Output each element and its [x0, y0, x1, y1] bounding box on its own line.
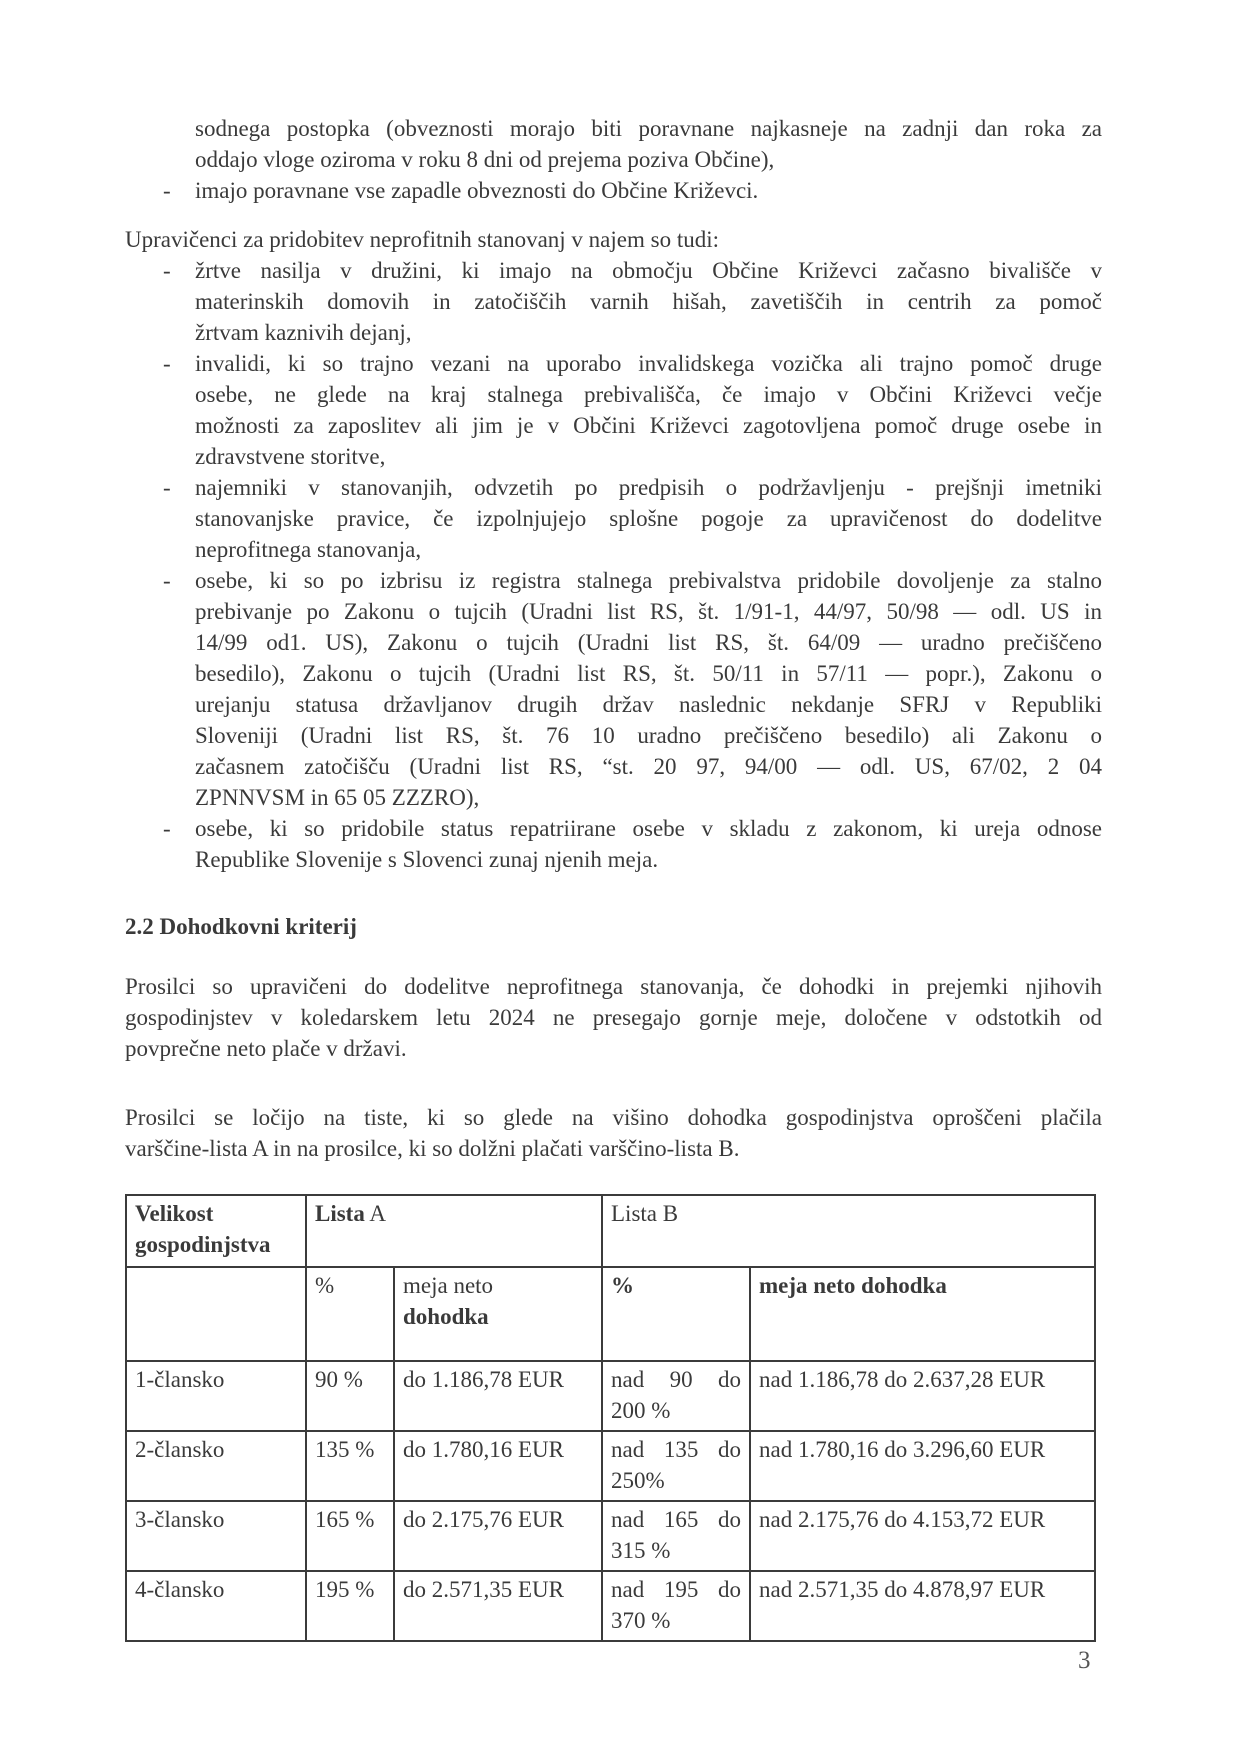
header-a-percent: % — [306, 1267, 394, 1361]
cell-a-percent: 90 % — [306, 1361, 394, 1431]
cell-a-meja: do 2.175,76 EUR — [394, 1501, 602, 1571]
upravicenci-bullet-2 — [125, 348, 1102, 472]
bullet-dash: - — [163, 816, 171, 841]
cell-size: 4-člansko — [126, 1571, 306, 1641]
cell-a-percent: 165 % — [306, 1501, 394, 1571]
bullet-text: najemniki v stanovanjih, odvzetih po predpisih o podržavljenju - prejšnji imetniki stanovanjske pravice, če izpolnjujejo splošne pogoje za upravičenost do dodelitve neprofitnega stanovanja, — [195, 475, 1102, 562]
bullet-dash: - — [163, 258, 171, 283]
header-lista-a-bold: Lista — [315, 1201, 365, 1226]
upravicenci-lead: Upravičenci za pridobitev neprofitnih stanovanj v najem so tudi: — [125, 227, 720, 252]
upravicenci-bullet-5 — [125, 813, 1102, 875]
header-velikost-gospodinjstva: Velikost gospodinjstva — [126, 1195, 306, 1267]
upravicenci-bullet-3 — [125, 472, 1102, 565]
intro-bullet-text: imajo poravnane vse zapadle obveznosti do Občine Križevci. — [195, 178, 759, 203]
upravicenci-bullet-4 — [125, 565, 1102, 813]
upravicenci-bullet-1 — [125, 255, 1102, 348]
header-a-meja-line1: meja neto — [403, 1273, 494, 1298]
cell-b-meja: nad 2.571,35 do 4.878,97 EUR — [750, 1571, 1095, 1641]
cell-size: 3-člansko — [126, 1501, 306, 1571]
income-criteria-table — [125, 1194, 1096, 1642]
header-empty-cell — [126, 1267, 306, 1361]
cell-b-percent: nad 90 do 200 % — [602, 1361, 750, 1431]
continuation-paragraph: sodnega postopka (obveznosti morajo biti poravnane najkasneje na zadnji dan roka za oddajo vloge oziroma v roku 8 dni od prejema poziva Občine), — [195, 116, 1102, 172]
document-content — [125, 113, 1102, 1642]
header-lista-a-rest: A — [364, 1201, 386, 1226]
header-lista-a — [306, 1195, 602, 1267]
cell-a-meja: do 1.780,16 EUR — [394, 1431, 602, 1501]
cell-b-percent: nad 195 do 370 % — [602, 1571, 750, 1641]
header-b-meja: meja neto dohodka — [750, 1267, 1095, 1361]
header-lista-b: Lista B — [602, 1195, 1095, 1267]
table-row-1-clansko — [126, 1361, 1095, 1431]
header-b-percent: % — [602, 1267, 750, 1361]
table-header-row-2 — [126, 1267, 1095, 1361]
bullet-dash: - — [163, 475, 171, 500]
cell-a-percent: 195 % — [306, 1571, 394, 1641]
bullet-text: osebe, ki so po izbrisu iz registra stalnega prebivalstva pridobile dovoljenje za stalno prebivanje po Zakonu o tujcih (Uradni list RS, št. 1/91-1, 44/97, 50/98 — odl. US in 14/99 od1. US), Zakonu o tujcih (Uradni list RS, št. 64/09 — uradno prečiščeno besedilo), Zakonu o tujcih (Uradni list RS, št. 50/11 in 57/11 — popr.), Zakonu o urejanju statusa državljanov drugih držav naslednic nekdanje SFRJ v Republiki Sloveniji (Uradni list RS, št. 76 10 uradno prečiščeno besedilo) ali Zakonu o začasnem zatočišču (Uradni list RS, “st. 20 97, 94/00 — odl. US, 67/02, 2 04 ZPNNVSM in 65 05 ZZZRO), — [195, 568, 1102, 810]
bullet-text: žrtve nasilja v družini, ki imajo na območju Občine Križevci začasno bivališče v materinskih domovih in zatočiščih varnih hišah, zavetiščih in centrih za pomoč žrtvam kaznivih dejanj, — [195, 258, 1102, 345]
bullet-dash: - — [163, 178, 171, 203]
section-heading-2-2: 2.2 Dohodkovni kriterij — [125, 914, 357, 939]
header-a-meja-line2: dohodka — [403, 1304, 489, 1329]
bullet-text: osebe, ki so pridobile status repatriirane osebe v skladu z zakonom, ki ureja odnose Republike Slovenije s Slovenci zunaj njenih meja. — [195, 816, 1102, 872]
income-paragraph-1: Prosilci so upravičeni do dodelitve neprofitnega stanovanja, če dohodki in prejemki njihovih gospodinjstev v koledarskem letu 2024 ne presegajo gornje meje, določene v odstotkih od povprečne neto plače v državi. — [125, 974, 1102, 1061]
table-header-row-1 — [126, 1195, 1095, 1267]
cell-b-percent: nad 165 do 315 % — [602, 1501, 750, 1571]
page-number: 3 — [1078, 1647, 1091, 1674]
header-a-meja — [394, 1267, 602, 1361]
income-paragraph-2: Prosilci se ločijo na tiste, ki so glede na višino dohodka gospodinjstva oproščeni plačila varščine-lista A in na prosilce, ki so dolžni plačati varščino-lista B. — [125, 1105, 1102, 1161]
cell-b-meja: nad 2.175,76 do 4.153,72 EUR — [750, 1501, 1095, 1571]
cell-size: 1-člansko — [126, 1361, 306, 1431]
bullet-dash: - — [163, 351, 171, 376]
bullet-dash: - — [163, 568, 171, 593]
table-row-4-clansko — [126, 1571, 1095, 1641]
cell-a-meja: do 2.571,35 EUR — [394, 1571, 602, 1641]
cell-size: 2-člansko — [126, 1431, 306, 1501]
cell-a-meja: do 1.186,78 EUR — [394, 1361, 602, 1431]
intro-bullet-item — [125, 175, 1102, 206]
cell-b-meja: nad 1.780,16 do 3.296,60 EUR — [750, 1431, 1095, 1501]
bullet-text: invalidi, ki so trajno vezani na uporabo invalidskega vozička ali trajno pomoč druge osebe, ne glede na kraj stalnega prebivališča, če imajo v Občini Križevci večje možnosti za zaposlitev ali jim je v Občini Križevci zagotovljena pomoč druge osebe in zdravstvene storitve, — [195, 351, 1102, 469]
table-row-3-clansko — [126, 1501, 1095, 1571]
table-row-2-clansko — [126, 1431, 1095, 1501]
cell-b-percent: nad 135 do 250% — [602, 1431, 750, 1501]
cell-b-meja: nad 1.186,78 do 2.637,28 EUR — [750, 1361, 1095, 1431]
cell-a-percent: 135 % — [306, 1431, 394, 1501]
